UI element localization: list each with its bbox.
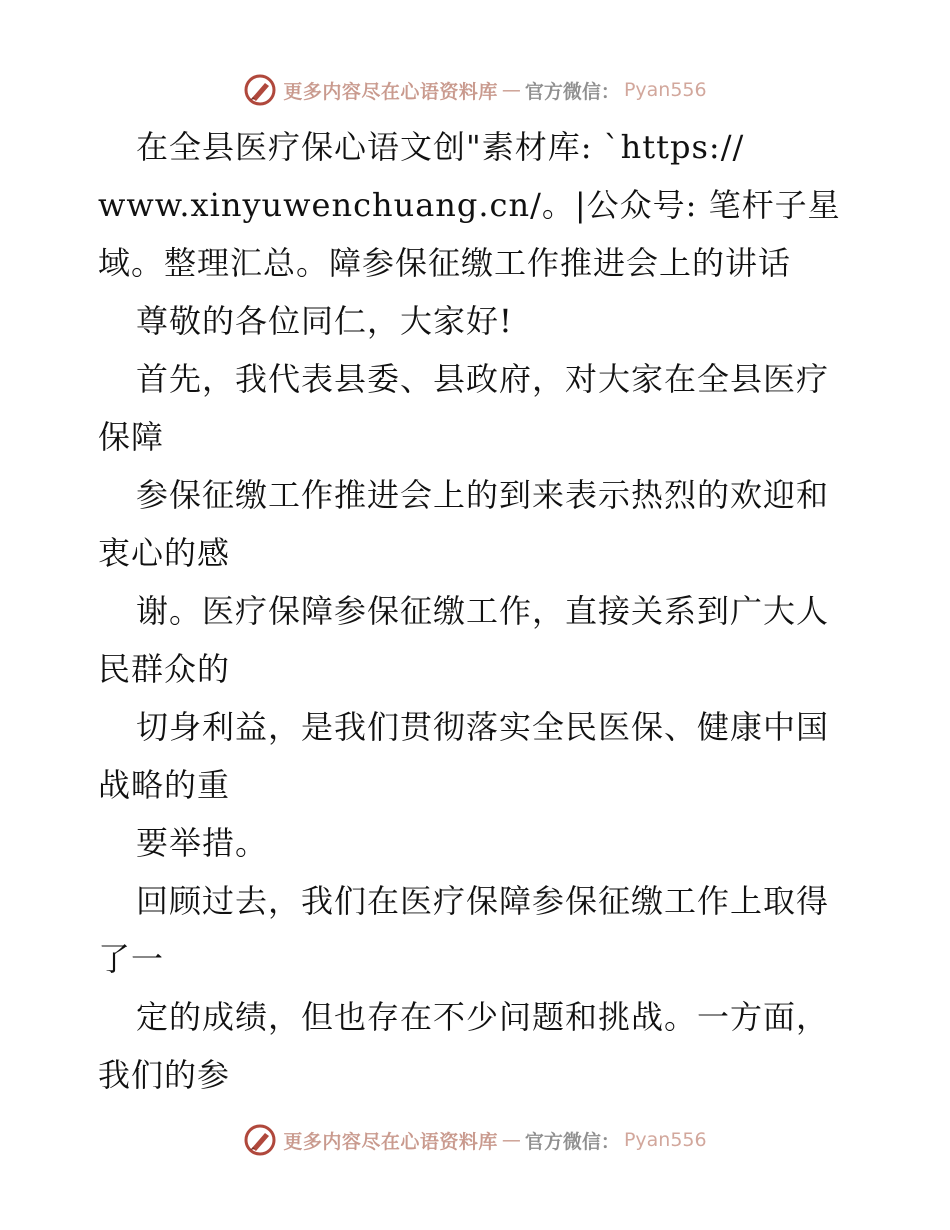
footer-banner [0, 1120, 950, 1160]
text-line: 衷心的感 [98, 534, 231, 572]
text-line: 了一 [98, 940, 165, 978]
pen-circle-logo-icon [243, 73, 277, 107]
banner-dash: — [501, 79, 521, 101]
text-line: 切身利益，是我们贯彻落实全民医保、健康中国 [136, 708, 830, 746]
text-line: 尊敬的各位同仁，大家好! [136, 302, 513, 340]
text-line: 要举措。 [136, 824, 269, 862]
text-line: 域。整理汇总。障参保征缴工作推进会上的讲话 [98, 244, 792, 282]
banner-wechat-id: Pyan556 [623, 79, 707, 101]
text-line: 我们的参 [98, 1056, 231, 1094]
banner-wechat-id: Pyan556 [623, 1129, 707, 1151]
text-line: 战略的重 [98, 766, 231, 804]
document-body [98, 118, 878, 1104]
text-line: 定的成绩，但也存在不少问题和挑战。一方面， [136, 998, 830, 1036]
text-line: 保障 [98, 418, 165, 456]
banner-main-text: 更多内容尽在心语资料库 [283, 1130, 498, 1153]
text-line: 参保征缴工作推进会上的到来表示热烈的欢迎和 [136, 476, 830, 514]
header-banner [0, 70, 950, 110]
banner-wechat-label: 官方微信： [524, 80, 620, 103]
text-line: 民群众的 [98, 650, 231, 688]
text-line: 谢。医疗保障参保征缴工作，直接关系到广大人 [136, 592, 830, 630]
banner-dash: — [501, 1129, 521, 1151]
pen-circle-logo-icon [243, 1123, 277, 1157]
text-line: 在全县医疗保心语文创"素材库: `https:// [136, 128, 745, 166]
banner-wechat-label: 官方微信： [524, 1130, 620, 1153]
text-line: www.xinyuwenchuang.cn/。|公众号: 笔杆子星 [98, 186, 841, 224]
text-line: 回顾过去，我们在医疗保障参保征缴工作上取得 [136, 882, 830, 920]
banner-main-text: 更多内容尽在心语资料库 [283, 80, 498, 103]
text-line: 首先，我代表县委、县政府，对大家在全县医疗 [136, 360, 830, 398]
